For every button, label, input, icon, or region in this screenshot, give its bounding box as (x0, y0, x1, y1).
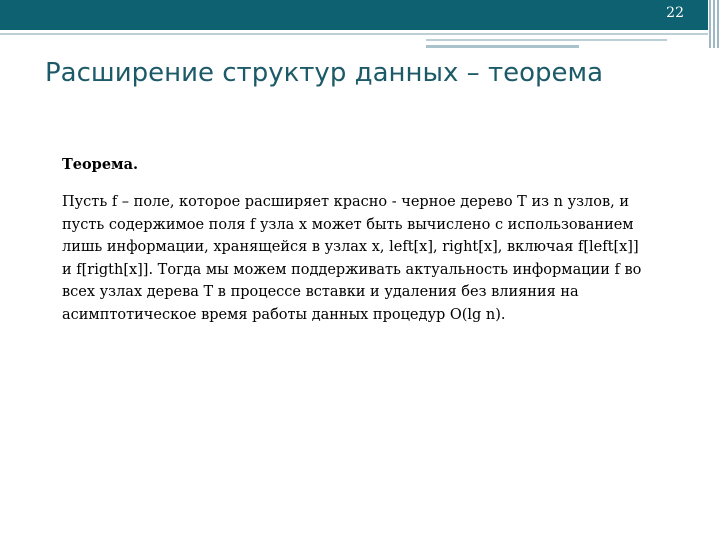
slide-number: 22 (666, 5, 684, 21)
decorative-stripe (713, 0, 715, 48)
text-line: лишь информации, хранящейся в узлах x, left[x], right[x], включая f[left[x]] (62, 239, 639, 255)
top-bar (0, 0, 708, 30)
slide-content (62, 156, 702, 326)
decorative-stripe (709, 0, 711, 48)
text-line: асимптотическое время работы данных процедур O(lg n). (62, 306, 506, 323)
theorem-label: Теорема. (62, 156, 139, 173)
header-accent-line (426, 39, 667, 41)
theorem-text (62, 191, 702, 326)
text-line: и f[rigth[x]]. Тогда мы можем поддерживать актуальность информации f во (62, 261, 642, 278)
decorative-stripe (717, 0, 719, 48)
header-accent-line (426, 45, 579, 48)
slide-title: Расширение структур данных – теорема (45, 58, 604, 88)
header-accent-line (0, 33, 708, 35)
text-line: всех узлах дерева T в процессе вставки и удаления без влияния на (62, 284, 579, 300)
text-line: Пусть f – поле, которое расширяет красно - черное дерево T из n узлов, и (62, 194, 630, 210)
text-line: пусть содержимое поля f узла x может быть вычислено с использованием (62, 216, 634, 233)
